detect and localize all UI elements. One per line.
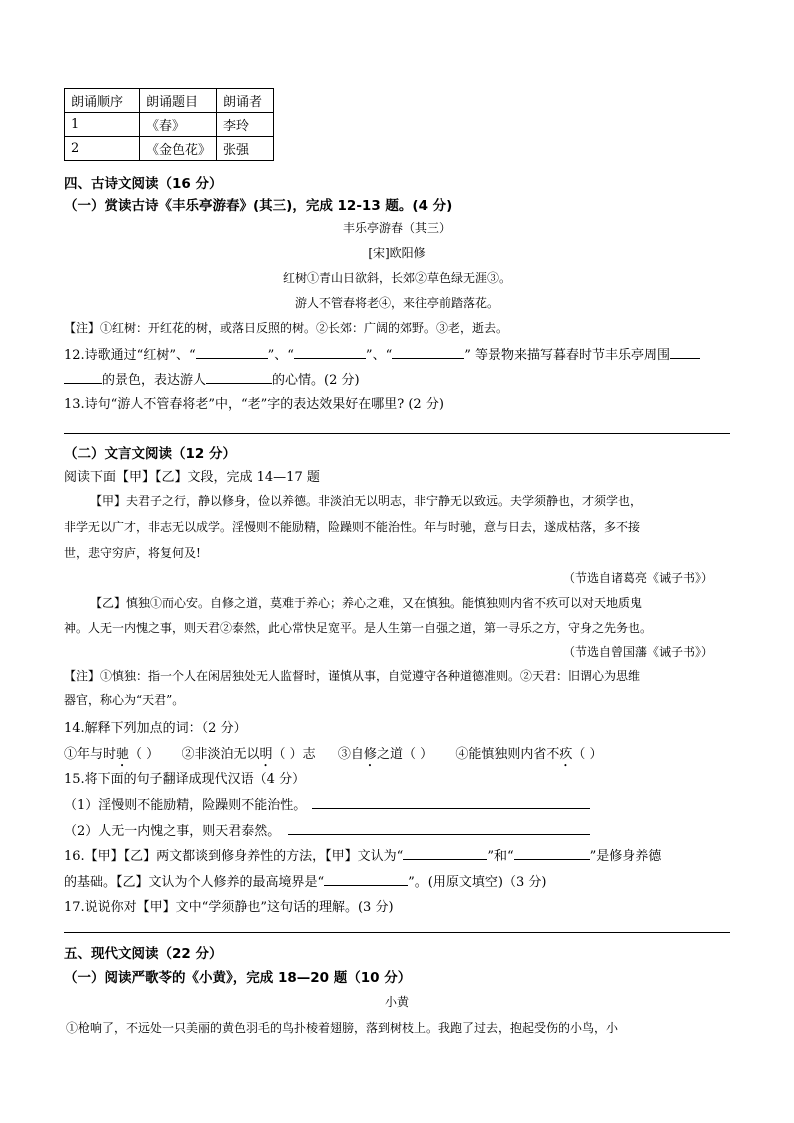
q12-text: ”、“ [267,348,294,363]
subsection-classical-title: （二）文言文阅读（12 分） [64,446,236,462]
q16-text: ”。(用原文填空)（3 分) [408,875,547,890]
q14-text: 之道（ ） [376,747,434,762]
question-15: 15.将下面的句子翻译成现代汉语（4 分） [64,772,306,787]
poem-note: 【注】①红树：开红花的树，或落日反照的树。②长郊：广阔的郊野。③老，逝去。 [64,321,509,335]
answer-blank[interactable] [324,873,408,886]
question-14: 14.解释下列加点的词：（2 分） [64,721,247,736]
q14-text: ②非淡泊无以 [181,747,260,762]
table-cell: 李玲 [217,113,274,137]
answer-blank[interactable] [206,371,272,384]
table-row [65,113,274,137]
answer-line [64,433,730,434]
subsection-poem-title: （一）赏读古诗《丰乐亭游春》(其三)，完成 12-13 题。(4 分) [64,198,453,214]
q12-text: 的景色，表达游人 [102,373,207,388]
answer-line [64,932,730,933]
q14-item [64,747,159,762]
question-16-line1 [64,845,661,864]
q12-text: ” 等景物来描写暮春时节丰乐亭周围 [464,348,670,363]
dotted-word: 驰 [116,747,130,762]
q14-text: ③自 [337,747,364,762]
poem-author: [宋]欧阳修 [368,246,426,260]
q14-text: （ ） [572,747,603,762]
question-17: 17.说说你对【甲】文中“学须静也”这句话的理解。(3 分) [64,900,394,915]
question-12-line1 [64,344,700,363]
question-13: 13.诗句“游人不管春将老”中，“老”字的表达效果好在哪里? (2 分) [64,397,444,412]
q12-text: 的心情。(2 分) [272,373,360,388]
passage-note: 【注】①慎独：指一个人在闲居独处无人监督时，谨慎从事，自觉遵守各种道德准则。②天君：旧谓心为思维 [64,669,641,683]
q12-text: 12.诗歌通过“红树”、“ [64,348,196,363]
passage-source: （节选自诸葛亮《诫子书》） [563,571,714,585]
q15-text: （1）淫慢则不能励精，险躁则不能治性。 [64,798,307,813]
table-header: 朗诵题目 [140,89,217,113]
section-four-title: 四、古诗文阅读（16 分） [64,176,223,192]
table-cell: 张强 [217,137,274,161]
table-row [65,137,274,161]
reading-intro: 阅读下面【甲】【乙】文段，完成 14—17 题 [64,470,320,485]
poem-line: 红树①青山日欲斜，长郊②草色绿无涯③。 [282,271,511,285]
table-cell: 《金色花》 [140,137,217,161]
q14-text: （ ） [129,747,160,762]
dotted-word: 修 [363,747,377,762]
answer-blank[interactable] [403,847,487,860]
table-header: 朗诵者 [217,89,274,113]
story-title: 小黄 [384,995,409,1009]
passage-yi: 【乙】慎独①而心安。自修之道，莫难于养心；养心之难，又在慎独。能慎独则内省不疚可以对天地质鬼 [90,596,643,610]
answer-blank[interactable] [196,346,268,359]
section-five-title: 五、现代文阅读（22 分） [64,946,223,962]
table-header-row [65,89,274,113]
question-15-1 [64,794,590,813]
question-12-line2 [64,369,360,388]
answer-blank[interactable] [294,346,366,359]
q16-text: 16.【甲】【乙】两文都谈到修身养性的方法，【甲】文认为“ [64,849,404,864]
q14-text: ④能慎独则内省不 [455,747,560,762]
passage-jia: 【甲】夫君子之行，静以修身，俭以养德。非淡泊无以明志，非宁静无以致远。夫学须静也，才须学也， [90,494,643,508]
q14-item [455,747,602,762]
q16-text: ”和“ [487,849,514,864]
question-15-2 [64,820,590,839]
table-cell: 《春》 [140,113,217,137]
passage-source: （节选自曾国藩《诫子书》） [563,645,714,659]
answer-blank[interactable] [392,346,464,359]
passage-jia: 非学无以广才，非志无以成学。淫慢则不能励精，险躁则不能治性。年与时驰，意与日去，遂成枯落，多不接 [64,520,641,534]
question-16-line2 [64,871,546,890]
passage-note: 器官，称心为“天君”。 [64,693,185,707]
poem-title: 丰乐亭游春（其三） [342,221,451,235]
q12-text: ”、“ [365,348,393,363]
poem-line: 游人不管春将老④，来往亭前踏落花。 [294,296,499,310]
answer-blank[interactable] [514,847,590,860]
q14-item [181,747,315,762]
answer-blank[interactable] [312,796,590,809]
q14-text: ①年与时 [64,747,117,762]
dotted-word: 明 [259,747,273,762]
q14-text: （ ）志 [272,747,316,762]
recitation-table [64,88,274,161]
answer-blank[interactable] [64,371,102,384]
subsection-story-title: （一）阅读严歌苓的《小黄》，完成 18—20 题（10 分） [64,970,412,986]
q15-text: （2）人无一内愧之事，则天君泰然。 [64,824,281,839]
question-14-items [64,743,603,770]
q16-text: ”是修身养德 [589,849,662,864]
table-header: 朗诵顺序 [65,89,140,113]
story-paragraph: ①枪响了，不远处一只美丽的黄色羽毛的鸟扑棱着翅膀，落到树枝上。我跑了过去，抱起受伤的小鸟，小 [66,1021,619,1035]
q14-item [338,747,433,762]
dotted-word: 疚 [559,747,573,762]
passage-jia: 世，悲守穷庐，将复何及! [64,546,201,560]
table-cell: 2 [65,137,140,161]
table-cell: 1 [65,113,140,137]
q16-text: 的基础。【乙】文认为个人修养的最高境界是“ [64,875,325,890]
answer-blank[interactable] [288,822,590,835]
answer-blank[interactable] [670,346,700,359]
passage-yi: 神。人无一内愧之事，则天君②泰然，此心常快足宽平。是人生第一自强之道，第一寻乐之方，守身之先务也。 [64,621,653,635]
